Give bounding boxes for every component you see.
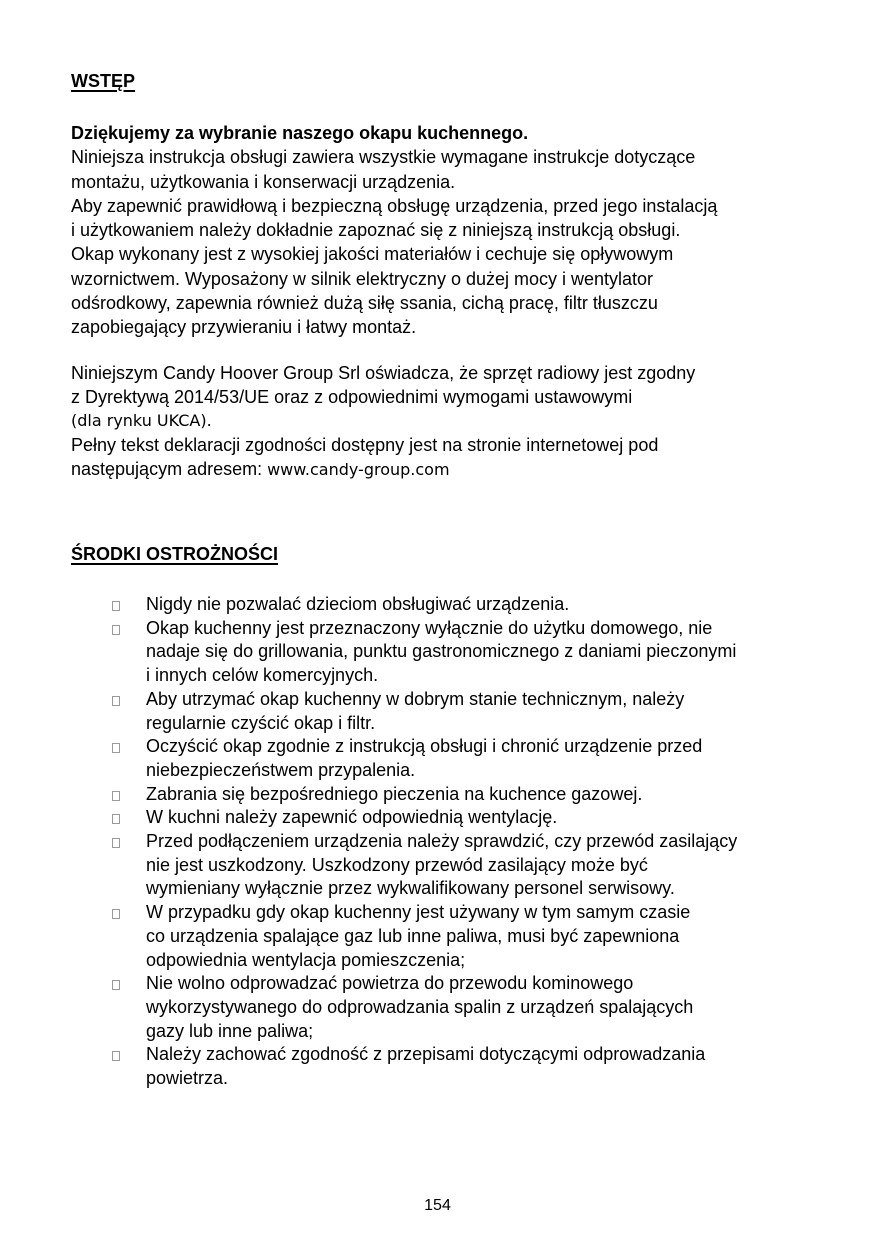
intro-line: Aby zapewnić prawidłową i bezpieczną obsługę urządzenia, przed jego instalacją <box>71 195 718 216</box>
precaution-line: W przypadku gdy okap kuchenny jest używany w tym samym czasie <box>146 902 691 923</box>
precaution-line: Aby utrzymać okap kuchenny w dobrym stanie technicznym, należy <box>146 688 685 709</box>
declaration-line: z Dyrektywą 2014/53/UE oraz z odpowiednimi wymogami ustawowymi <box>71 387 633 407</box>
intro-line: Okap wykonany jest z wysokiej jakości materiałów i cechuje się opływowym <box>71 244 674 265</box>
bullet-box-icon <box>112 601 120 611</box>
intro-line: odśrodkowy, zapewnia również dużą siłę ssania, cichą pracę, filtr tłuszczu <box>71 293 658 314</box>
precautions-heading: ŚRODKI OSTROŻNOŚCI <box>71 544 279 564</box>
intro-thanks: Dziękujemy za wybranie naszego okapu kuchennego. <box>71 123 529 143</box>
precaution-item <box>71 617 831 688</box>
precaution-line: Oczyścić okap zgodnie z instrukcją obsługi i chronić urządzenie przed <box>146 736 703 757</box>
intro-line: zapobiegający przywieraniu i łatwy montaż. <box>71 317 417 338</box>
declaration-address-prefix: następującym adresem: <box>71 459 268 479</box>
precaution-line: co urządzenia spalające gaz lub inne paliwa, musi być zapewniona <box>146 925 680 946</box>
precaution-item <box>71 830 831 901</box>
precautions-list <box>71 593 831 1091</box>
bullet-box-icon <box>112 814 120 824</box>
precaution-item <box>71 1043 831 1090</box>
precaution-line: nie jest uszkodzony. Uszkodzony przewód zasilający może być <box>146 854 648 875</box>
precaution-line: powietrza. <box>146 1068 229 1089</box>
precaution-line: odpowiednia wentylacja pomieszczenia; <box>146 949 466 970</box>
precaution-line: regularnie czyścić okap i filtr. <box>146 712 376 733</box>
precaution-item <box>71 593 831 617</box>
intro-heading: WSTĘP <box>71 71 136 91</box>
intro-line: montażu, użytkowania i konserwacji urządzenia. <box>71 171 456 192</box>
declaration-line: Niniejszym Candy Hoover Group Srl oświadcza, że sprzęt radiowy jest zgodny <box>71 363 696 383</box>
declaration-line <box>71 457 695 482</box>
precaution-line: Nie wolno odprowadzać powietrza do przewodu kominowego <box>146 973 634 994</box>
bullet-box-icon <box>112 696 120 706</box>
precaution-line: Nigdy nie pozwalać dzieciom obsługiwać urządzenia. <box>146 594 570 614</box>
precaution-item <box>71 972 831 1043</box>
precaution-line: nadaje się do grillowania, punktu gastronomicznego z daniami pieczonymi <box>146 641 737 662</box>
page-number: 154 <box>424 1197 451 1214</box>
declaration-url: www.candy-group.com <box>267 460 450 479</box>
bullet-box-icon <box>112 791 120 801</box>
precaution-line: Zabrania się bezpośredniego pieczenia na kuchence gazowej. <box>146 783 643 804</box>
precaution-item <box>71 783 831 807</box>
precaution-item <box>71 735 831 782</box>
intro-line: wzornictwem. Wyposażony w silnik elektryczny o dużej mocy i wentylator <box>71 268 654 289</box>
precaution-line: Okap kuchenny jest przeznaczony wyłącznie do użytku domowego, nie <box>146 617 713 638</box>
bullet-box-icon <box>112 980 120 990</box>
precaution-item <box>71 806 831 830</box>
declaration-line: Pełny tekst deklaracji zgodności dostępny jest na stronie internetowej pod <box>71 435 659 455</box>
intro-section <box>71 121 717 340</box>
bullet-box-icon <box>112 743 120 753</box>
declaration-line: (dla rynku UKCA). <box>71 411 212 430</box>
precaution-line: Przed podłączeniem urządzenia należy sprawdzić, czy przewód zasilający <box>146 831 738 852</box>
precaution-line: Należy zachować zgodność z przepisami dotyczącymi odprowadzania <box>146 1044 706 1065</box>
bullet-box-icon <box>112 1051 120 1061</box>
intro-line: Niniejsza instrukcja obsługi zawiera wszystkie wymagane instrukcje dotyczące <box>71 147 696 168</box>
precaution-line: niebezpieczeństwem przypalenia. <box>146 759 416 780</box>
precaution-line: gazy lub inne paliwa; <box>146 1020 314 1041</box>
precaution-line: wykorzystywanego do odprowadzania spalin z urządzeń spalających <box>146 996 694 1017</box>
precaution-line: i innych celów komercyjnych. <box>146 665 379 686</box>
intro-line: i użytkowaniem należy dokładnie zapoznać się z niniejszą instrukcją obsługi. <box>71 220 681 241</box>
precaution-item <box>71 688 831 735</box>
precaution-line: W kuchni należy zapewnić odpowiednią wentylację. <box>146 807 558 828</box>
declaration-section <box>71 361 695 482</box>
bullet-box-icon <box>112 838 120 848</box>
bullet-box-icon <box>112 909 120 919</box>
precaution-line: wymieniany wyłącznie przez wykwalifikowany personel serwisowy. <box>146 878 675 899</box>
precaution-item <box>71 901 831 972</box>
bullet-box-icon <box>112 625 120 635</box>
